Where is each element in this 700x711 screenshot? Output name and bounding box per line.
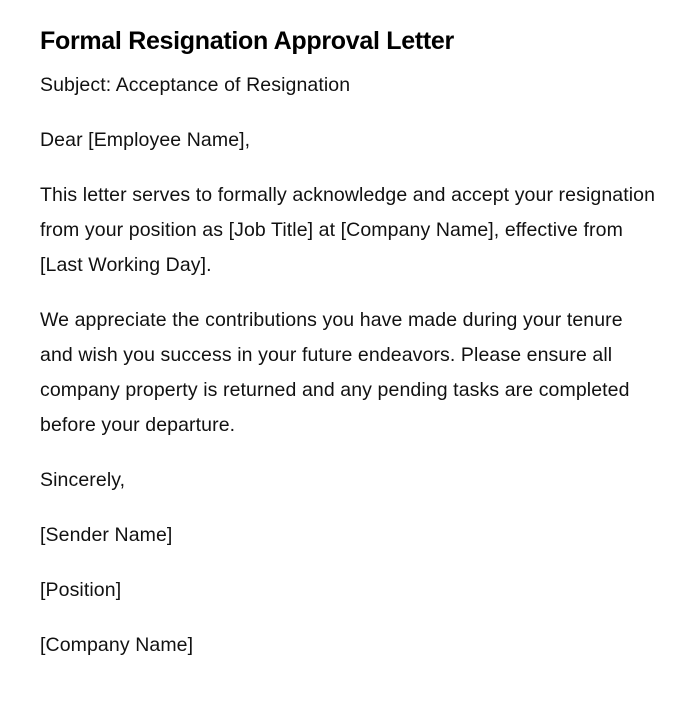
letter-closing: Sincerely, [40, 469, 126, 491]
letter-title: Formal Resignation Approval Letter [40, 27, 454, 55]
signature-position: [Position] [40, 579, 122, 601]
letter-body-paragraph-1: This letter serves to formally acknowledge and accept your resignation from your position as [Job Title] at [Company Name], effective from [Last Working Day]. [40, 184, 656, 276]
signature-company-name: [Company Name] [40, 634, 194, 656]
signature-sender-name: [Sender Name] [40, 524, 173, 546]
letter-body-paragraph-2: We appreciate the contributions you have made during your tenure and wish you success in your future endeavors. Please ensure all company property is returned and any pending tasks are completed before your departure. [40, 309, 630, 436]
letter-salutation: Dear [Employee Name], [40, 129, 251, 151]
letter-subject: Subject: Acceptance of Resignation [40, 74, 351, 96]
